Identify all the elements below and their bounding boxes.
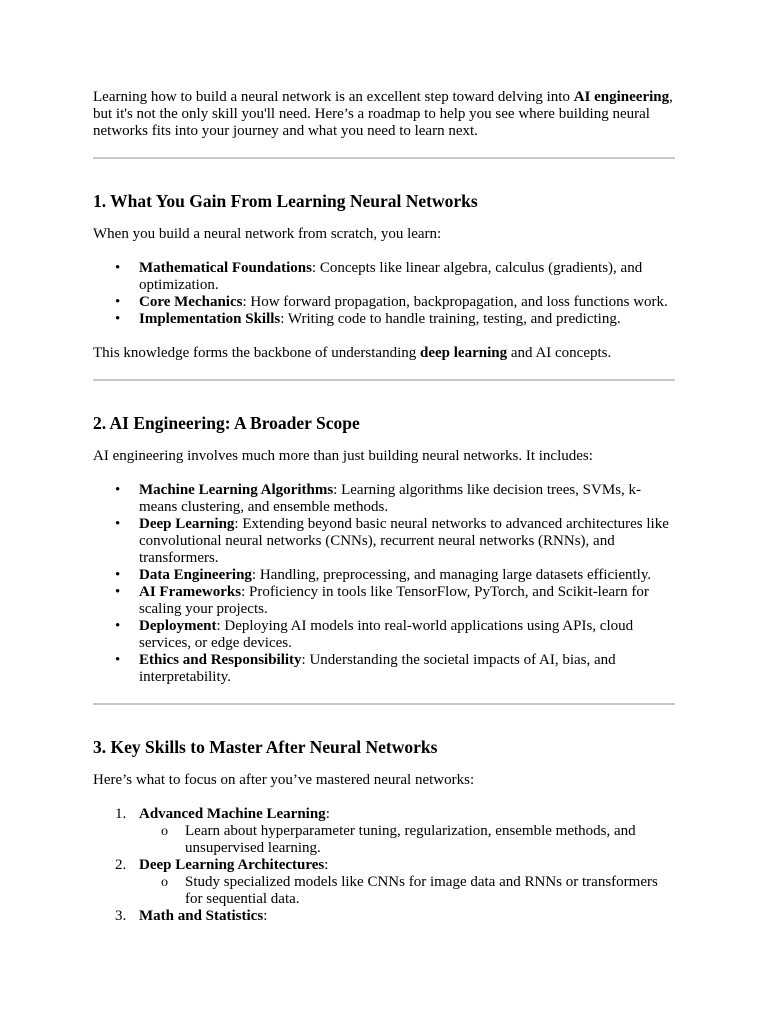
- list-item: [93, 567, 675, 584]
- list-item: [93, 857, 675, 908]
- list-number: 3.: [115, 908, 127, 924]
- intro-paragraph: [93, 89, 675, 140]
- list-item: [93, 482, 675, 516]
- list-item-term: AI Frameworks: [139, 584, 242, 600]
- intro-text-1: Learning how to build a neural network is an excellent step toward delving into: [93, 89, 574, 105]
- sub-list: [139, 823, 675, 857]
- section1-heading: 1. What You Gain From Learning Neural Networks: [93, 191, 478, 211]
- list-item-term: Implementation Skills: [139, 311, 281, 327]
- closing-bold-deep-learning: deep learning: [420, 345, 508, 361]
- list-item-term: Deep Learning Architectures: [139, 857, 325, 873]
- list-item-term: Math and Statistics: [139, 908, 264, 924]
- list-item: [93, 652, 675, 686]
- section1-closing: [93, 345, 675, 362]
- intro-bold-ai-engineering: AI engineering: [573, 89, 670, 105]
- list-item-text: : Learning algorithms like decision trees, SVMs, k-means clustering, and ensemble methods.: [139, 482, 642, 515]
- divider-2: [93, 379, 675, 381]
- sub-list-item: o Learn about hyperparameter tuning, regularization, ensemble methods, and unsupervised learning.: [139, 823, 675, 857]
- section2-heading: 2. AI Engineering: A Broader Scope: [93, 413, 360, 433]
- list-item-text: : How forward propagation, backpropagation, and loss functions work.: [242, 294, 668, 310]
- closing-text-2: and AI concepts.: [507, 345, 612, 361]
- section1-list: [93, 260, 675, 328]
- list-item-term: Machine Learning Algorithms: [139, 482, 334, 498]
- list-number: 2.: [115, 857, 127, 873]
- section2-lead: AI engineering involves much more than just building neural networks. It includes:: [93, 448, 593, 464]
- divider-3: [93, 703, 675, 705]
- list-item-term: Ethics and Responsibility: [139, 652, 302, 668]
- list-item-term: Mathematical Foundations: [139, 260, 312, 276]
- closing-text-1: This knowledge forms the backbone of understanding: [93, 345, 421, 361]
- sub-list-item: o Study specialized models like CNNs for image data and RNNs or transformers for sequential data.: [139, 874, 675, 908]
- intro-text-2: , but it's not the only skill you'll need. Here’s a roadmap to help you see where building neural networks fits into your journey and what you need to learn next.: [93, 89, 673, 139]
- list-item: [93, 516, 675, 567]
- list-item-text: : Concepts like linear algebra, calculus (gradients), and optimization.: [139, 260, 643, 293]
- list-item-term: Data Engineering: [139, 567, 252, 583]
- list-item-colon: :: [325, 806, 330, 822]
- list-item-text: : Writing code to handle training, testing, and predicting.: [280, 311, 621, 327]
- list-item: [93, 260, 675, 294]
- list-item-term: Deep Learning: [139, 516, 235, 532]
- list-item-colon: :: [263, 908, 268, 924]
- list-item-text: : Understanding the societal impacts of AI, bias, and interpretability.: [139, 652, 616, 685]
- sub-list: [139, 874, 675, 908]
- list-item-term: Deployment: [139, 618, 217, 634]
- list-item-colon: :: [324, 857, 329, 873]
- section2-list: [93, 482, 675, 686]
- list-item: [93, 908, 675, 925]
- section3-lead: Here’s what to focus on after you’ve mastered neural networks:: [93, 772, 475, 788]
- section3-list: [93, 806, 675, 925]
- list-item: [93, 618, 675, 652]
- list-item: [93, 294, 675, 311]
- list-item: [93, 806, 675, 857]
- list-item-term: Advanced Machine Learning: [139, 806, 326, 822]
- divider-1: [93, 157, 675, 159]
- section3-heading: 3. Key Skills to Master After Neural Networks: [93, 737, 438, 757]
- list-item-text: : Proficiency in tools like TensorFlow, PyTorch, and Scikit-learn for scaling your projects.: [139, 584, 649, 617]
- list-item-text: : Extending beyond basic neural networks to advanced architectures like convolutional neural networks (CNNs), recurrent neural networks (RNNs), and transformers.: [139, 516, 669, 566]
- list-item-text: : Deploying AI models into real-world applications using APIs, cloud services, or edge devices.: [139, 618, 634, 651]
- list-item-term: Core Mechanics: [139, 294, 243, 310]
- list-number: 1.: [115, 806, 127, 822]
- document-page: [93, 89, 675, 925]
- section1-lead: When you build a neural network from scratch, you learn:: [93, 226, 442, 242]
- list-item: [93, 311, 675, 328]
- list-item: [93, 584, 675, 618]
- list-item-text: : Handling, preprocessing, and managing large datasets efficiently.: [251, 567, 652, 583]
